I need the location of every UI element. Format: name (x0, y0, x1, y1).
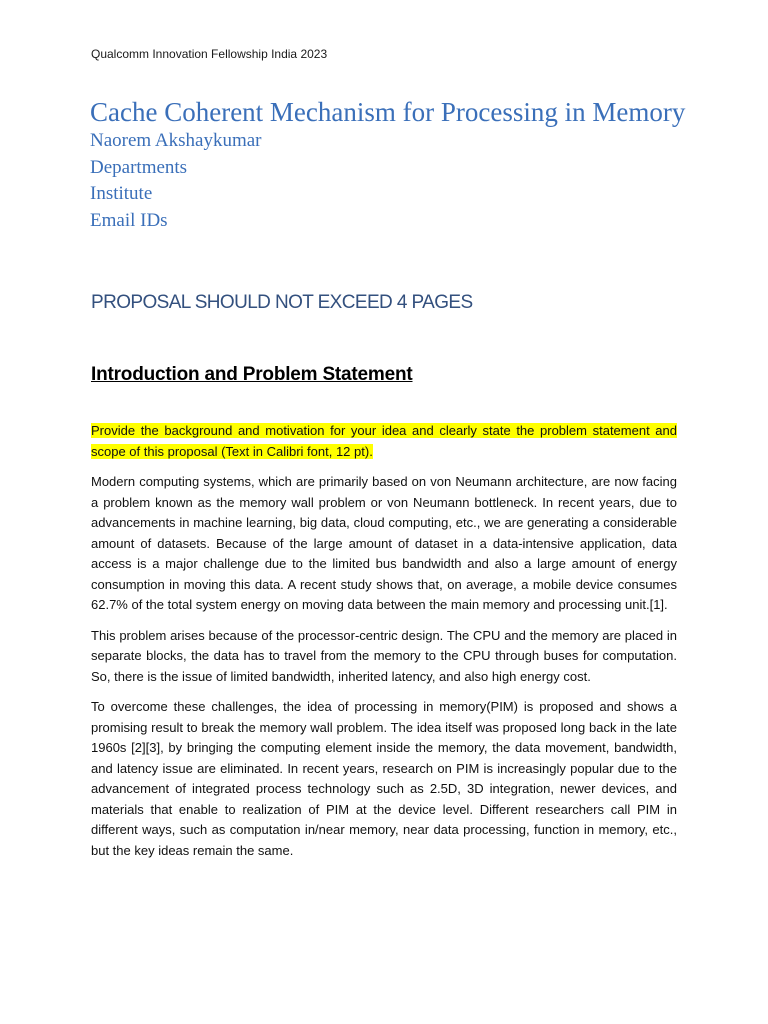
section-heading: Introduction and Problem Statement (91, 364, 413, 385)
department: Departments (90, 156, 188, 178)
institute: Institute (90, 183, 153, 204)
highlighted-instruction: Provide the background and motivation for your idea and clearly state the problem statement and scope of this proposal (Text in Calibri font, 12 pt). (91, 423, 677, 459)
body-paragraph: This problem arises because of the processor-centric design. The CPU and the memory are placed in separate blocks, the data has to travel from the memory to the CPU through buses for computation. So, there is the issue of limited bandwidth, inherited latency, and also high energy cost. (91, 627, 677, 684)
body-paragraph: To overcome these challenges, the idea of processing in memory(PIM) is proposed and shows a promising result to break the memory wall problem. The idea itself was proposed long back in the late 1960s [2][3], by bringing the computing element inside the memory, the data movement, bandwidth, and latency issue are eliminated. In recent years, research on PIM is increasingly popular due to the advancement of integrated process technology such as 2.5D, 3D integration, newer devices, and materials that enable to realization of PIM at the device level. Different researchers call PIM in different ways, such as computation in/near memory, near data processing, function in memory, etc., but the key ideas remain the same. (91, 699, 677, 858)
page-limit-notice: PROPOSAL SHOULD NOT EXCEED 4 PAGES (91, 292, 473, 313)
page-header: Qualcomm Innovation Fellowship India 2023 (91, 47, 328, 61)
author-name: Naorem Akshaykumar (90, 130, 262, 151)
email-ids: Email IDs (90, 209, 168, 231)
title-block (90, 96, 690, 234)
section-body (91, 421, 677, 871)
instruction-paragraph (91, 421, 677, 462)
document-title: Cache Coherent Mechanism for Processing in Memory (90, 97, 686, 127)
body-paragraph: Modern computing systems, which are primarily based on von Neumann architecture, are now facing a problem known as the memory wall problem or von Neumann bottleneck. In recent years, due to advancements in machine learning, big data, cloud computing, etc., we are generating a considerable amount of datasets. Because of the large amount of dataset in a data-intensive application, data access is a major challenge due to the limited bus bandwidth and also a large amount of energy consumption in moving this data. A recent study shows that, on average, a mobile device consumes 62.7% of the total system energy on moving data between the main memory and processing unit.[1]. (91, 474, 677, 612)
